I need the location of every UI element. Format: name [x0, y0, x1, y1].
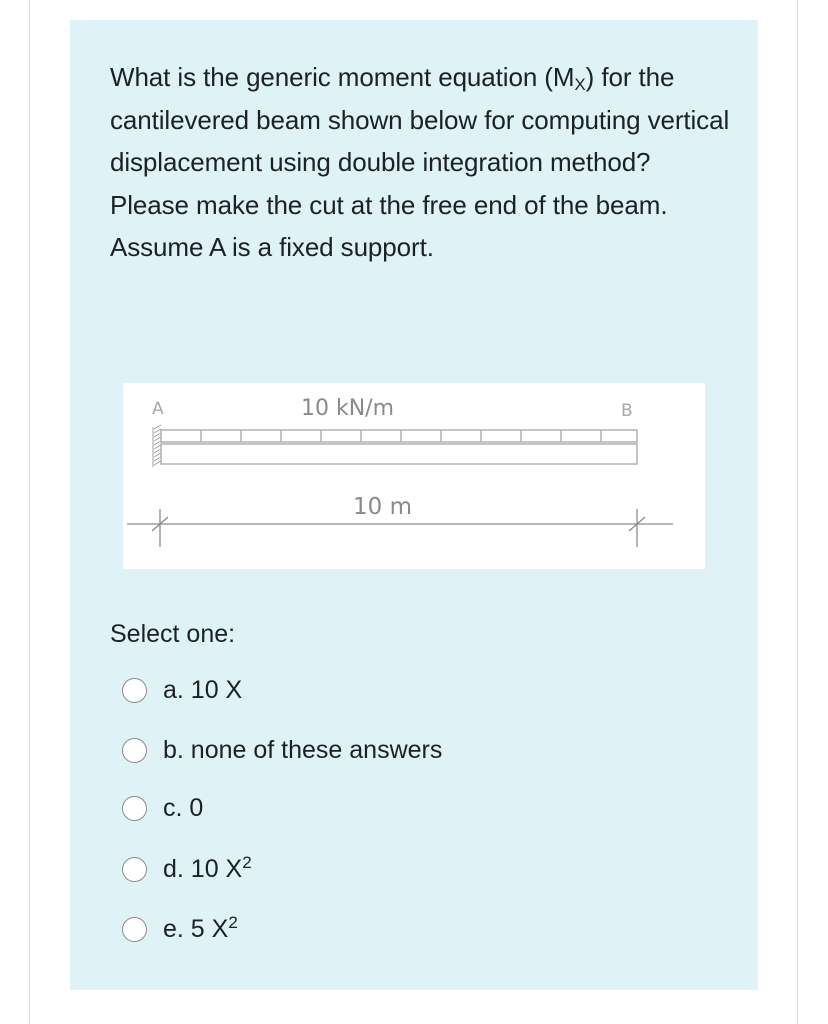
- radio-button-b[interactable]: [122, 738, 147, 763]
- question-text-start: What is the generic moment equation (M: [110, 62, 575, 92]
- question-card: [70, 20, 758, 990]
- question-text-end: ) for the cantilevered beam shown below for computing vertical displacement using double integration method? Please make the cut at the free end of the beam. Assume A is a fixed support.: [110, 62, 730, 262]
- answer-label-c: [163, 794, 203, 823]
- label-b: B: [621, 401, 633, 421]
- distributed-load: [161, 430, 637, 442]
- answer-superscript-e: 2: [228, 912, 238, 932]
- answer-text-c: c. 0: [163, 793, 204, 822]
- label-a: A: [152, 399, 164, 419]
- question-subscript: X: [574, 75, 586, 94]
- load-label: 10 kN/m: [301, 396, 395, 421]
- answer-option-b[interactable]: [122, 730, 622, 770]
- answer-superscript-d: 2: [242, 852, 252, 872]
- radio-button-d[interactable]: [122, 857, 147, 882]
- answer-text-d: d. 10 X: [163, 854, 243, 883]
- beam: [161, 444, 637, 464]
- question-text: [110, 56, 735, 269]
- answer-option-c[interactable]: [122, 788, 622, 828]
- answer-label-e: [163, 912, 238, 944]
- radio-button-a[interactable]: [122, 678, 147, 703]
- answer-label-b: [163, 736, 442, 765]
- answer-label-a: [163, 676, 242, 705]
- select-one-label: Select one:: [110, 620, 236, 648]
- answer-option-a[interactable]: [122, 670, 622, 710]
- answer-option-e[interactable]: [122, 909, 622, 949]
- radio-button-c[interactable]: [122, 796, 147, 821]
- answer-text-b: b. none of these answers: [163, 735, 443, 764]
- answer-label-d: [163, 852, 252, 884]
- fixed-support-hatch: [153, 425, 161, 467]
- answer-text-a: a. 10 X: [163, 675, 243, 704]
- beam-diagram: [123, 383, 705, 569]
- right-border: [797, 0, 798, 1024]
- beam-diagram-svg: [123, 383, 705, 569]
- answer-text-e: e. 5 X: [163, 914, 229, 943]
- left-border: [29, 0, 30, 1024]
- radio-button-e[interactable]: [122, 917, 147, 942]
- span-label: 10 m: [353, 494, 412, 520]
- answer-option-d[interactable]: [122, 849, 622, 889]
